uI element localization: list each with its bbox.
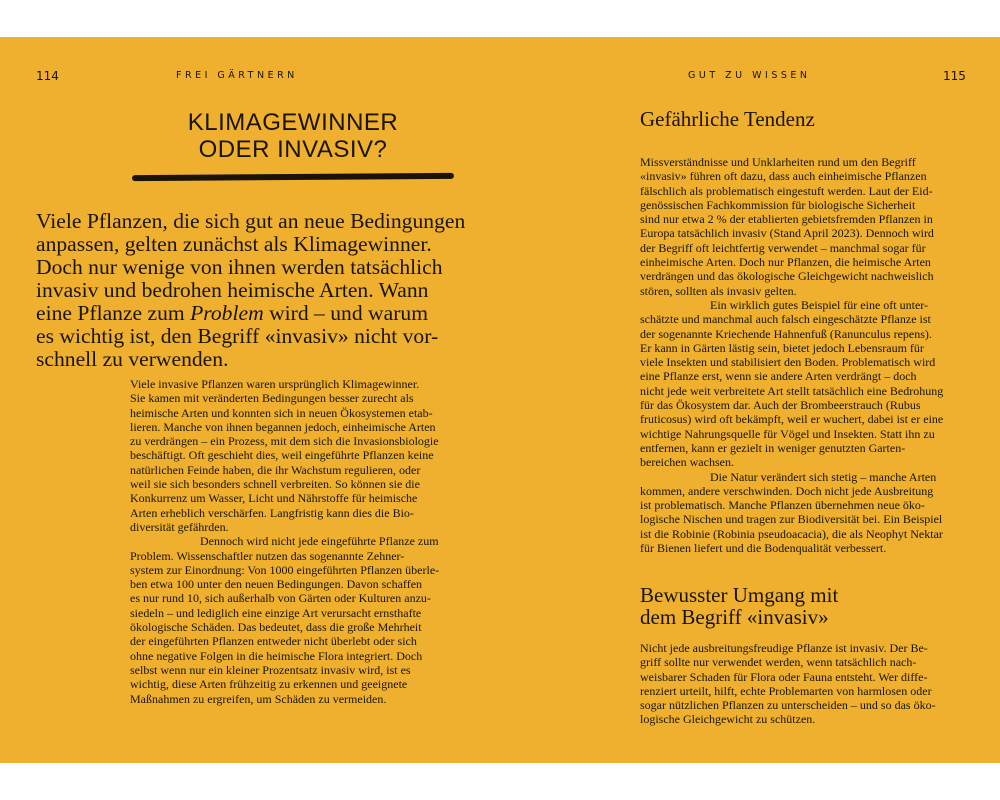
text-line: wichtige Nahrungsquelle für Vögel und Insekten. Statt ihn zu: [640, 426, 935, 441]
text-line: weisbarer Schaden für Flora oder Fauna entsteht. Wer diffe-: [640, 669, 928, 684]
text-line: Problem. Wissenschaftler nutzen das sogenannte Zehner-: [130, 548, 405, 563]
brush-underline: [132, 173, 454, 181]
text-line: heimische Arten und konnten sich in neuen Ökosystemen etab-: [130, 405, 433, 420]
title-line: KLIMAGEWINNER: [187, 109, 399, 136]
text-line: griff sollte nur verwendet werden, wenn tatsächlich nach-: [640, 655, 917, 670]
body-text-left: [130, 377, 460, 706]
text-line: der sogenannte Kriechende Hahnenfuß (Ranunculus repens).: [640, 326, 932, 341]
text-line: viele Insekten und stabilisiert den Boden. Problematisch wird: [640, 355, 936, 370]
left-page: [0, 37, 500, 763]
lead-line: Viele Pflanzen, die sich gut an neue Bedingungen: [36, 209, 466, 233]
text-line: einheimische Arten. Doch nur Pflanzen, die heimische Arten: [640, 255, 931, 270]
text-line: beschäftigt. Oft geschieht dies, weil eingeführte Pflanzen keine: [130, 448, 434, 463]
text-line: renziert urteilt, hilft, echte Problemarten von harmlosen oder: [640, 683, 932, 698]
article-title: [130, 109, 456, 163]
lead-line: invasiv und bedrohen heimische Arten. Wann: [36, 278, 429, 302]
lead-line: es wichtig ist, den Begriff «invasiv» nicht vor-: [36, 324, 439, 348]
text-line: sind nur etwa 2 % der etablierten gebietsfremden Pflanzen in: [640, 212, 933, 227]
text-line: für Bienen liefert und die Bodenqualität verbessert.: [640, 541, 887, 556]
lead-line: anpassen, gelten zunächst als Klimagewinner.: [36, 232, 432, 256]
text-line: weil sie sich besonders schnell verbreiten. So können sie die: [130, 477, 420, 492]
section-heading-2: [640, 584, 838, 628]
title-line: ODER INVASIV?: [198, 136, 388, 163]
text-line: Europa tatsächlich invasiv (Stand April 2023). Dennoch wird: [640, 226, 934, 241]
text-line: Dennoch wird nicht jede eingeführte Pflanze zum: [200, 534, 439, 549]
section-heading-1: Gefährliche Tendenz: [640, 107, 815, 131]
text-line: entfernen, kann er gezielt in weniger genutzten Garten-: [640, 440, 906, 455]
text-line: system zur Einordnung: Von 1000 eingeführten Pflanzen überle-: [130, 562, 440, 577]
text-line: Missverständnisse und Unklarheiten rund um den Begriff: [640, 155, 916, 169]
text-line: sogar nützlichen Pflanzen zu unterscheiden – und so das öko-: [640, 698, 936, 713]
text-line: Viele invasive Pflanzen waren ursprünglich Klimagewinner.: [130, 377, 420, 391]
text-line: fruticosus) wird oft bekämpft, weil er wuchert, dabei ist er eine: [640, 412, 944, 427]
text-line: Ein wirklich gutes Beispiel für eine oft unter-: [710, 297, 929, 312]
book-spread: [0, 37, 1000, 763]
text-line: der eingeführten Pflanzen entweder nicht überlebt oder sich: [130, 634, 417, 649]
lead-line: Doch nur wenige von ihnen werden tatsächlich: [36, 255, 443, 279]
text-line: stören, sollten als invasiv gelten.: [640, 283, 797, 298]
text-line: bereichen wachsen.: [640, 455, 734, 470]
running-head-left: FREI GÄRTNERN: [176, 70, 298, 81]
text-line: zu verdrängen – ein Prozess, mit dem sich die Invasionsbiologie: [130, 434, 439, 449]
text-line: genössischen Fachkommission für biologische Sicherheit: [640, 197, 916, 212]
text-line: ben etwa 100 unter den neuen Bedingungen. Davon schaffen: [130, 577, 423, 592]
text-line: für das Ökosystem dar. Auch der Brombeerstrauch (Rubus: [640, 398, 921, 413]
text-line: verdrängen und das ökologische Gleichgewicht nachweislich: [640, 269, 934, 284]
text-line: logische Gleichgewicht zu schützen.: [640, 712, 816, 727]
heading-line: Bewusster Umgang mit: [640, 583, 839, 607]
emphasis: Problem: [190, 301, 264, 325]
text-line: «invasiv» führen oft dazu, dass auch einheimische Pflanzen: [640, 169, 927, 184]
text-line: der Begriff oft leichtfertig verwendet – manchmal sogar für: [640, 240, 926, 255]
text-line: Arten erheblich verschärfen. Langfristig kann dies die Bio-: [130, 505, 414, 520]
lead-line: eine Pflanze zum Problem wird – und warum: [36, 301, 428, 325]
text-line: diversität gefährden.: [130, 519, 229, 534]
text-line: nicht jede weit verbreitete Art stellt tatsächlich eine Bedrohung: [640, 383, 944, 398]
text-line: wichtig, diese Arten frühzeitig zu erkennen und geeignete: [130, 677, 408, 692]
text-line: es nur rund 10, sich außerhalb von Gärten oder Kulturen anzu-: [130, 591, 431, 606]
text-line: siedeln – und lediglich eine einzige Art verursacht ernsthafte: [130, 605, 422, 620]
text-line: Die Natur verändert sich stetig – manche Arten: [710, 469, 937, 484]
text-line: ist die Robinie (Robinia pseudoacacia), die als Neophyt Nektar: [640, 526, 943, 541]
text-line: Sie kamen mit veränderten Bedingungen besser zurecht als: [130, 391, 414, 406]
text-line: lieren. Manche von ihnen begannen jedoch, einheimische Arten: [130, 419, 436, 434]
text-line: kommen, andere verschwinden. Doch nicht jede Ausbreitung: [640, 483, 934, 498]
text-line: Maßnahmen zu ergreifen, um Schäden zu vermeiden.: [130, 691, 387, 706]
text-line: natürlichen Feinde haben, die ihr Wachstum regulieren, oder: [130, 462, 421, 477]
body-text-right-1: [640, 155, 968, 555]
text-line: ökologische Schäden. Das bedeutet, dass die große Mehrheit: [130, 620, 422, 635]
running-head-right: GUT ZU WISSEN: [688, 70, 811, 81]
text-line: Konkurrenz um Wasser, Licht und Nährstoffe für heimische: [130, 491, 418, 506]
lead-line: schnell zu verwenden.: [36, 347, 229, 371]
lead-paragraph: [36, 210, 466, 371]
text-line: ist problematisch. Manche Pflanzen übernehmen neue öko-: [640, 498, 925, 513]
heading-line: dem Begriff «invasiv»: [640, 605, 829, 629]
text-line: schätzte und manchmal auch falsch eingeschätzte Pflanze ist: [640, 312, 931, 327]
text-line: selbst wenn nur ein kleiner Prozentsatz invasiv wird, ist es: [130, 662, 411, 677]
body-text-right-2: [640, 641, 968, 727]
text-line: eine Pflanze erst, wenn sie andere Arten verdrängt – doch: [640, 369, 917, 384]
text-line: logische Nischen und tragen zur Biodiversität bei. Ein Beispiel: [640, 512, 943, 527]
page-number-left: 114: [36, 69, 59, 83]
page-number-right: 115: [943, 69, 966, 83]
right-page: [500, 37, 1000, 763]
text-line: Nicht jede ausbreitungsfreudige Pflanze ist invasiv. Der Be-: [640, 641, 928, 655]
text-line: ohne negative Folgen in die heimische Flora integriert. Doch: [130, 648, 423, 663]
text-line: fälschlich als problematisch eingestuft werden. Laut der Eid-: [640, 183, 933, 198]
text-line: Er kann in Gärten lästig sein, bietet jedoch Lebensraum für: [640, 340, 924, 355]
